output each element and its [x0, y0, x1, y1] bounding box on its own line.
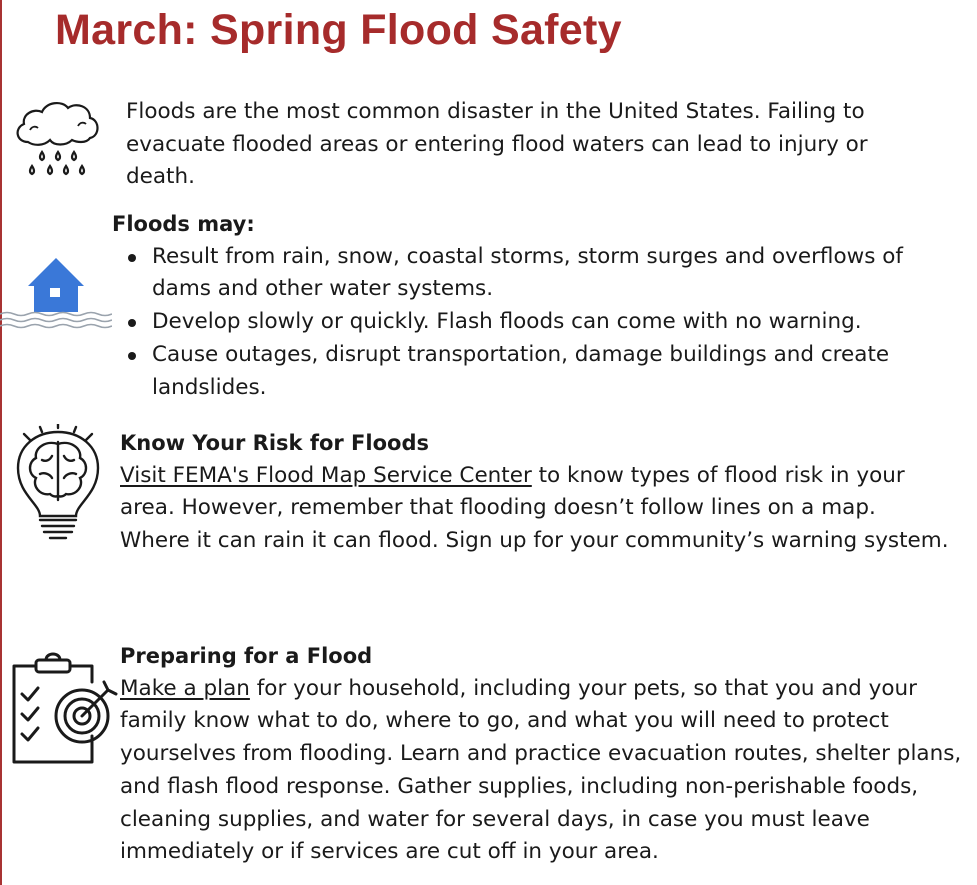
intro-text: Floods are the most common disaster in the United States. Failing to evacuate flooded areas or entering flood waters can lead to injury or death. [126, 99, 868, 190]
page-title: March: Spring Flood Safety [55, 6, 622, 54]
left-accent-rule [0, 0, 2, 885]
preparing-body: for your household, including your pets, so that you and your family know what to do, where to go, and what you will need to protect yourselves from flooding. Learn and practice evacuation routes, shelter plans, and flash flood response. Gather supplies, including non-perishable foods, cleaning supplies, and water for several days, in case you must leave immediately or if services are cut off in your area. [120, 675, 962, 865]
brain-lightbulb-icon [10, 424, 106, 544]
know-risk-body: to know types of flood risk in your area. However, remember that flooding doesn’t follow lines on a map. Where it can rain it can flood. Sign up for your community’s warning system. [120, 462, 949, 554]
list-item: Develop slowly or quickly. Flash floods can come with no warning. [112, 306, 962, 339]
list-item: Result from rain, snow, coastal storms, storm surges and overflows of dams and other water systems. [112, 241, 962, 306]
preparing-heading: Preparing for a Flood [120, 644, 373, 668]
preparing-section [120, 640, 972, 869]
know-risk-heading: Know Your Risk for Floods [120, 431, 429, 455]
fema-flood-map-link[interactable]: Visit FEMA's Flood Map Service Center [120, 462, 532, 488]
know-risk-text [120, 460, 950, 558]
floods-may-list [112, 241, 962, 405]
make-a-plan-link[interactable]: Make a plan [120, 675, 250, 701]
floods-may-section [112, 208, 962, 404]
checklist-target-icon [8, 652, 122, 768]
list-item: Cause outages, disrupt transportation, damage buildings and create landslides. [112, 339, 962, 404]
floods-may-heading: Floods may: [112, 212, 255, 236]
know-risk-section [120, 427, 950, 558]
flooded-house-icon [0, 256, 112, 332]
preparing-text [120, 673, 972, 869]
rain-cloud-icon [10, 98, 102, 188]
